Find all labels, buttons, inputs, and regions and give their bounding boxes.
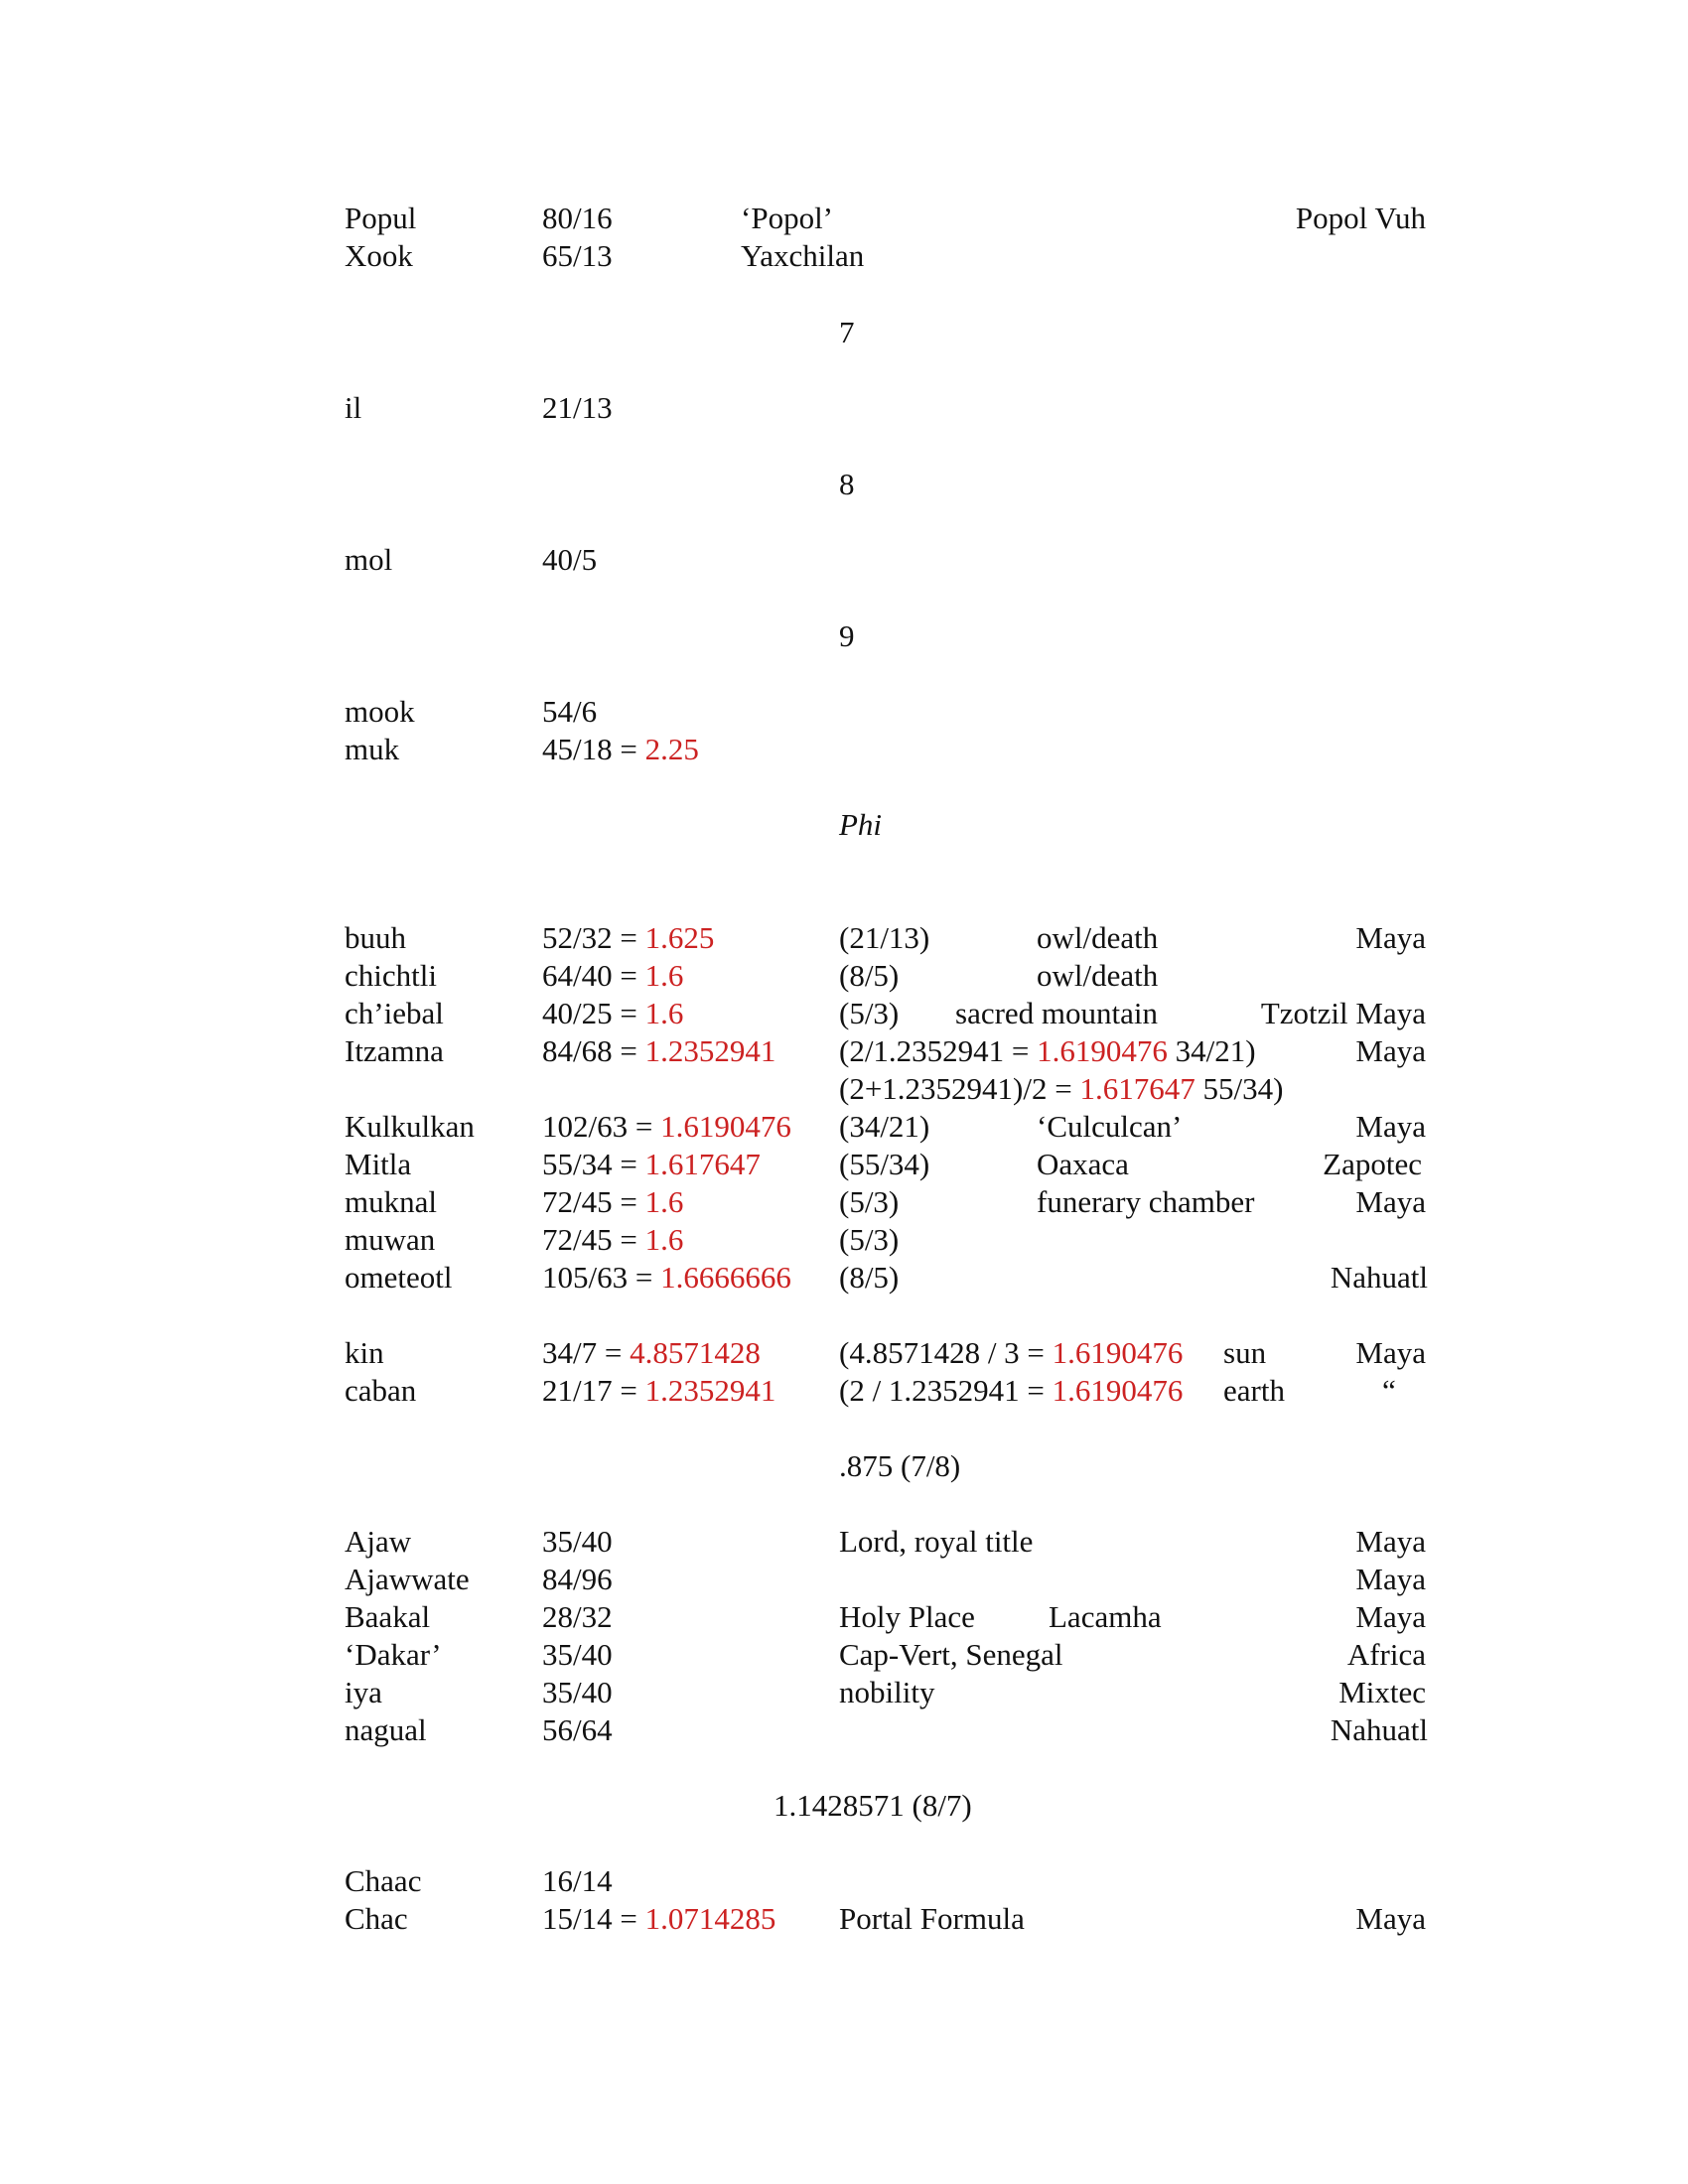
word-chiebal: ch’iebal [345, 996, 444, 1030]
word-buuh: buuh [345, 920, 406, 955]
lang-kulkulkan: Maya [1355, 1109, 1426, 1144]
word-muwan: muwan [345, 1222, 436, 1257]
ratio-muknal-prefix: 72/45 = [542, 1184, 645, 1219]
ratio-ajawwate: 84/96 [542, 1562, 613, 1596]
meaning-mitla: Oaxaca [1037, 1147, 1129, 1181]
ratio-itzamna [542, 1035, 775, 1066]
ratio-chichtli-value: 1.6 [644, 958, 684, 993]
fraction-chichtli: (8/5) [839, 958, 900, 993]
lang-buuh: Maya [1355, 920, 1426, 955]
calc-caban [839, 1375, 1183, 1406]
calc-caban-prefix: (2 / 1.2352941 = [839, 1373, 1053, 1408]
ratio-muwan [542, 1224, 683, 1255]
lang-mitla: Zapotec [1323, 1147, 1422, 1181]
ratio-nagual: 56/64 [542, 1712, 613, 1747]
ratio-muk-prefix: 45/18 = [542, 732, 645, 766]
lang-nagual: Nahuatl [1330, 1712, 1428, 1747]
word-nagual: nagual [345, 1712, 427, 1747]
word-popul: Popul [345, 201, 417, 235]
ratio-mitla-value: 1.617647 [644, 1147, 761, 1181]
word-mitla: Mitla [345, 1147, 412, 1181]
ratio-chaac: 16/14 [542, 1863, 613, 1898]
ratio-muk-value: 2.25 [644, 732, 699, 766]
calc2-itzamna [839, 1073, 1283, 1104]
calc2-itzamna-suffix: 55/34) [1195, 1071, 1284, 1106]
calc1-itzamna [839, 1035, 1256, 1066]
meaning-kulkulkan: ‘Culculcan’ [1037, 1109, 1183, 1144]
ratio-ometeotl [542, 1262, 791, 1293]
meaning-chac: Portal Formula [839, 1901, 1025, 1936]
calc1-itzamna-value: 1.6190476 [1037, 1033, 1168, 1068]
word-kulkulkan: Kulkulkan [345, 1109, 475, 1144]
word-caban: caban [345, 1373, 417, 1408]
lang-baakal: Maya [1355, 1599, 1426, 1634]
lang-itzamna: Maya [1355, 1033, 1426, 1068]
ratio-muwan-prefix: 72/45 = [542, 1222, 645, 1257]
heading-phi: Phi [839, 807, 883, 842]
lang-iya: Mixtec [1338, 1675, 1426, 1709]
word-itzamna: Itzamna [345, 1033, 444, 1068]
fraction-ometeotl: (8/5) [839, 1260, 900, 1295]
word-mook: mook [345, 694, 415, 729]
ratio-buuh-prefix: 52/32 = [542, 920, 645, 955]
lang-caban: “ [1382, 1373, 1396, 1408]
fraction-chiebal: (5/3) [839, 996, 900, 1030]
meaning-chichtli: owl/death [1037, 958, 1159, 993]
word-kin: kin [345, 1335, 384, 1370]
ratio-chiebal-prefix: 40/25 = [542, 996, 645, 1030]
calc2-itzamna-value: 1.617647 [1079, 1071, 1196, 1106]
ratio-caban-prefix: 21/17 = [542, 1373, 645, 1408]
ratio-muwan-value: 1.6 [644, 1222, 684, 1257]
lang-dakar: Africa [1346, 1637, 1426, 1672]
ratio-kin-value: 4.8571428 [630, 1335, 761, 1370]
fraction-buuh: (21/13) [839, 920, 930, 955]
ratio-dakar: 35/40 [542, 1637, 613, 1672]
lang-ajawwate: Maya [1355, 1562, 1426, 1596]
ratio-chiebal-value: 1.6 [644, 996, 684, 1030]
lang-muknal: Maya [1355, 1184, 1426, 1219]
ratio-itzamna-prefix: 84/68 = [542, 1033, 645, 1068]
ratio-itzamna-value: 1.2352941 [644, 1033, 776, 1068]
ratio-iya: 35/40 [542, 1675, 613, 1709]
ratio-kulkulkan-value: 1.6190476 [660, 1109, 791, 1144]
calc-kin-value: 1.6190476 [1052, 1335, 1184, 1370]
source-popul: Popol Vuh [1295, 201, 1426, 235]
meaning-chiebal: sacred mountain [955, 996, 1159, 1030]
calc-caban-value: 1.6190476 [1052, 1373, 1184, 1408]
ratio-chac-prefix: 15/14 = [542, 1901, 645, 1936]
ratio-muknal-value: 1.6 [644, 1184, 684, 1219]
fraction-muwan: (5/3) [839, 1222, 900, 1257]
lang-ometeotl: Nahuatl [1330, 1260, 1428, 1295]
note-popul: ‘Popol’ [741, 201, 833, 235]
meaning-kin: sun [1223, 1335, 1267, 1370]
ratio-chac [542, 1903, 775, 1934]
ratio-muk [542, 734, 699, 764]
word-chac: Chac [345, 1901, 408, 1936]
lang-kin: Maya [1355, 1335, 1426, 1370]
ratio-baakal: 28/32 [542, 1599, 613, 1634]
ratio-mol: 40/5 [542, 542, 598, 577]
heading-875: .875 (7/8) [839, 1448, 961, 1483]
fraction-kulkulkan: (34/21) [839, 1109, 930, 1144]
ratio-buuh-value: 1.625 [644, 920, 715, 955]
place-baakal: Lacamha [1049, 1599, 1162, 1634]
fraction-mitla: (55/34) [839, 1147, 930, 1181]
ratio-mitla [542, 1149, 761, 1179]
meaning-ajaw: Lord, royal title [839, 1524, 1034, 1559]
word-xook: Xook [345, 238, 413, 273]
word-mol: mol [345, 542, 393, 577]
ratio-chichtli [542, 960, 683, 991]
heading-7: 7 [839, 315, 855, 349]
calc-kin-prefix: (4.8571428 / 3 = [839, 1335, 1053, 1370]
ratio-xook: 65/13 [542, 238, 613, 273]
word-muk: muk [345, 732, 400, 766]
ratio-ometeotl-prefix: 105/63 = [542, 1260, 661, 1295]
heading-8: 8 [839, 467, 855, 501]
word-baakal: Baakal [345, 1599, 431, 1634]
ratio-mitla-prefix: 55/34 = [542, 1147, 645, 1181]
word-ometeotl: ometeotl [345, 1260, 453, 1295]
word-ajawwate: Ajawwate [345, 1562, 470, 1596]
meaning-dakar: Cap-Vert, Senegal [839, 1637, 1063, 1672]
ratio-kin [542, 1337, 761, 1368]
ratio-ajaw: 35/40 [542, 1524, 613, 1559]
ratio-ometeotl-value: 1.6666666 [660, 1260, 791, 1295]
lang-chiebal: Tzotzil Maya [1260, 996, 1426, 1030]
ratio-caban [542, 1375, 775, 1406]
meaning-caban: earth [1223, 1373, 1285, 1408]
ratio-muknal [542, 1186, 683, 1217]
calc1-itzamna-suffix: 34/21) [1167, 1033, 1256, 1068]
word-chichtli: chichtli [345, 958, 437, 993]
lang-chac: Maya [1355, 1901, 1426, 1936]
meaning-baakal: Holy Place [839, 1599, 975, 1634]
meaning-muknal: funerary chamber [1037, 1184, 1255, 1219]
ratio-caban-value: 1.2352941 [644, 1373, 776, 1408]
heading-9: 9 [839, 618, 855, 653]
ratio-chiebal [542, 998, 683, 1028]
ratio-popul: 80/16 [542, 201, 613, 235]
word-ajaw: Ajaw [345, 1524, 412, 1559]
calc1-itzamna-prefix: (2/1.2352941 = [839, 1033, 1038, 1068]
word-il: il [345, 390, 362, 425]
calc-kin [839, 1337, 1183, 1368]
ratio-il: 21/13 [542, 390, 613, 425]
calc2-itzamna-prefix: (2+1.2352941)/2 = [839, 1071, 1080, 1106]
word-muknal: muknal [345, 1184, 437, 1219]
heading-1142: 1.1428571 (8/7) [774, 1788, 972, 1823]
word-iya: iya [345, 1675, 382, 1709]
meaning-iya: nobility [839, 1675, 935, 1709]
note-xook: Yaxchilan [741, 238, 865, 273]
word-chaac: Chaac [345, 1863, 422, 1898]
ratio-kulkulkan [542, 1111, 791, 1142]
ratio-mook: 54/6 [542, 694, 598, 729]
ratio-kin-prefix: 34/7 = [542, 1335, 631, 1370]
ratio-chichtli-prefix: 64/40 = [542, 958, 645, 993]
ratio-buuh [542, 922, 714, 953]
word-dakar: ‘Dakar’ [345, 1637, 442, 1672]
ratio-kulkulkan-prefix: 102/63 = [542, 1109, 661, 1144]
fraction-muknal: (5/3) [839, 1184, 900, 1219]
meaning-buuh: owl/death [1037, 920, 1159, 955]
ratio-chac-value: 1.0714285 [644, 1901, 776, 1936]
lang-ajaw: Maya [1355, 1524, 1426, 1559]
